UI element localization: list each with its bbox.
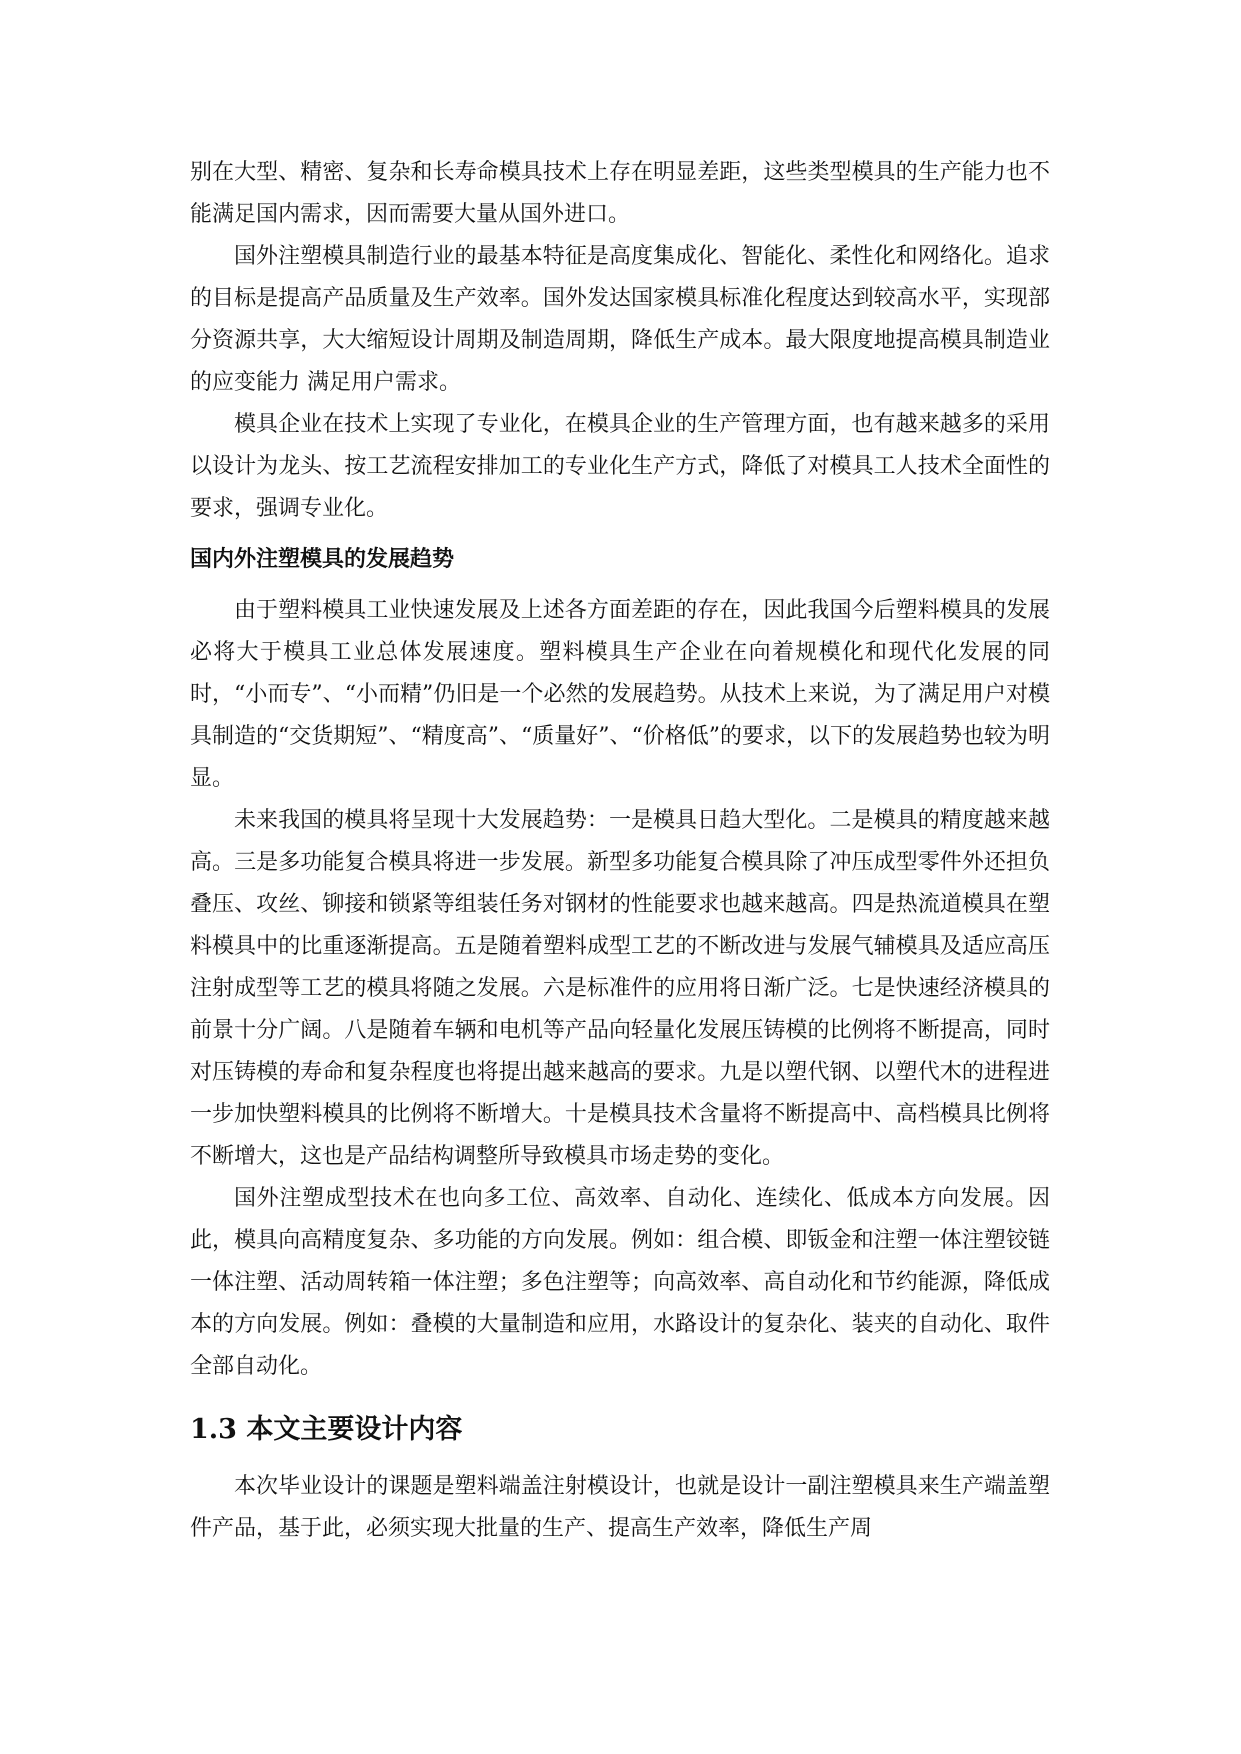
section-heading: 1.3 本文主要设计内容: [190, 1414, 463, 1445]
paragraph-continued: 别在大型、精密、复杂和长寿命模具技术上存在明显差距，这些类型模具的生产能力也不能满足国内需求，因而需要大量从国外进口。: [190, 160, 1050, 227]
paragraph: 国外注塑成型技术在也向多工位、高效率、自动化、连续化、低成本方向发展。因此，模具向高精度复杂、多功能的方向发展。例如：组合模、即钣金和注塑一体注塑铰链一体注塑、活动周转箱一体注塑；多色注塑等；向高效率、高自动化和节约能源，降低成本的方向发展。例如：叠模的大量制造和应用，水路设计的复杂化、装夹的自动化、取件全部自动化。: [190, 1186, 1050, 1379]
paragraph: 由于塑料模具工业快速发展及上述各方面差距的存在，因此我国今后塑料模具的发展必将大于模具工业总体发展速度。塑料模具生产企业在向着规模化和现代化发展的同时，“小而专”、“小而精”仍旧是一个必然的发展趋势。从技术上来说，为了满足用户对模具制造的“交货期短”、“精度高”、“质量好”、“价格低”的要求，以下的发展趋势也较为明显。: [190, 598, 1050, 791]
page-content: [190, 152, 1050, 1550]
paragraph: 未来我国的模具将呈现十大发展趋势：一是模具日趋大型化。二是模具的精度越来越高。三是多功能复合模具将进一步发展。新型多功能复合模具除了冲压成型零件外还担负叠压、攻丝、铆接和锁紧等组装任务对钢材的性能要求也越来越高。四是热流道模具在塑料模具中的比重逐渐提高。五是随着塑料成型工艺的不断改进与发展气辅模具及适应高压注射成型等工艺的模具将随之发展。六是标准件的应用将日渐广泛。七是快速经济模具的前景十分广阔。八是随着车辆和电机等产品向轻量化发展压铸模的比例将不断提高，同时对压铸模的寿命和复杂程度也将提出越来越高的要求。九是以塑代钢、以塑代木的进程进一步加快塑料模具的比例将不断增大。十是模具技术含量将不断提高中、高档模具比例将不断增大，这也是产品结构调整所导致模具市场走势的变化。: [190, 808, 1050, 1169]
paragraph: 模具企业在技术上实现了专业化，在模具企业的生产管理方面，也有越来越多的采用以设计为龙头、按工艺流程安排加工的专业化生产方式，降低了对模具工人技术全面性的要求，强调专业化。: [190, 412, 1050, 521]
subheading: 国内外注塑模具的发展趋势: [190, 547, 455, 572]
paragraph: 本次毕业设计的课题是塑料端盖注射模设计，也就是设计一副注塑模具来生产端盖塑件产品，基于此，必须实现大批量的生产、提高生产效率，降低生产周: [190, 1474, 1050, 1541]
paragraph: 国外注塑模具制造行业的最基本特征是高度集成化、智能化、柔性化和网络化。追求的目标是提高产品质量及生产效率。国外发达国家模具标准化程度达到较高水平，实现部分资源共享，大大缩短设计周期及制造周期，降低生产成本。最大限度地提高模具制造业的应变能力 满足用户需求。: [190, 244, 1050, 395]
